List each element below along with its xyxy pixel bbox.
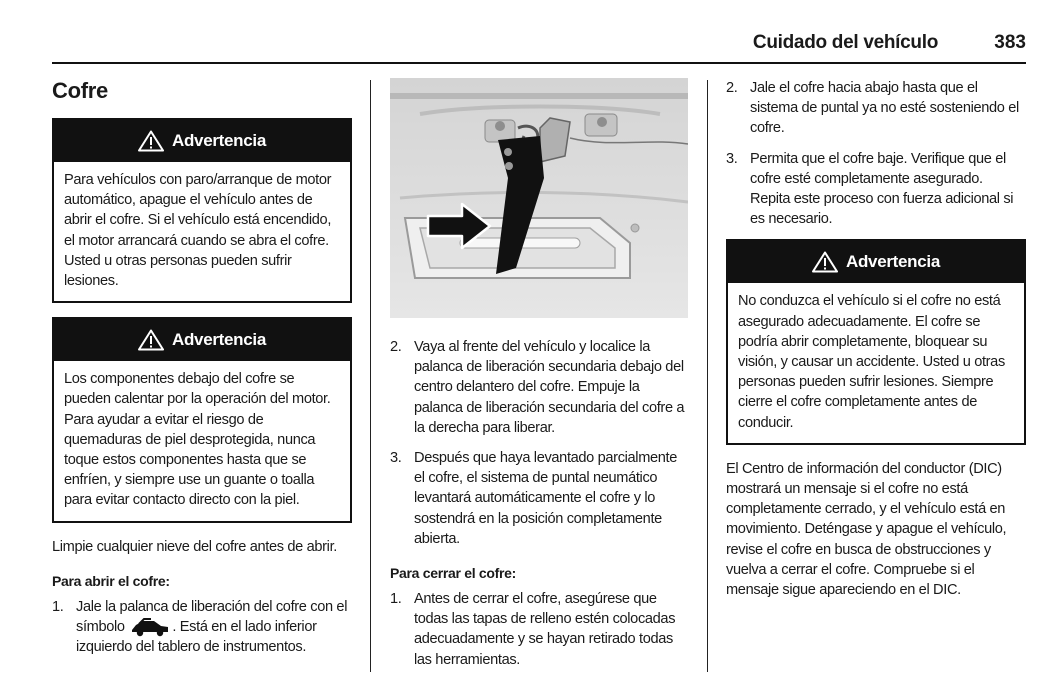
warning-label: Advertencia bbox=[171, 330, 267, 350]
warning-box-hot-components bbox=[52, 317, 352, 522]
step-text: Después que haya levantado parcialmente el cofre, el sistema de puntal neumático levantará automáticamente el cofre y lo sostendrá en la posición completamente abierta. bbox=[414, 450, 678, 547]
warning-box-auto-stop bbox=[52, 118, 352, 303]
hood-release-latch-illustration bbox=[390, 78, 688, 318]
step-text: Permita que el cofre baje. Verifique que el cofre esté completamente asegurado. Repita este proceso con fuerza adicional si es necesario. bbox=[750, 150, 1014, 228]
warning-header bbox=[54, 319, 350, 361]
page-header bbox=[52, 30, 1026, 64]
step-text: Jale el cofre hacia abajo hasta que el sistema de puntal ya no esté sosteniendo el cofre. bbox=[750, 80, 1019, 137]
step-text: Vaya al frente del vehículo y localice la palanca de liberación secundaria debajo del centro delantero del cofre. Empuje la palanca de liberación secundaria del cofre a la derecha para liberar. bbox=[414, 339, 685, 436]
snow-note: Limpie cualquier nieve del cofre antes de abrir. bbox=[52, 538, 337, 555]
column-divider bbox=[707, 80, 708, 672]
open-steps-continued bbox=[390, 337, 688, 549]
warning-text: No conduzca el vehículo si el cofre no está asegurado adecuadamente. El cofre se podría abrir completamente, bloquear su visión, y causar un accidente. Usted u otras personas pueden sufrir lesiones. Siempre cierre el cofre completamente antes de conducir. bbox=[738, 293, 1005, 431]
warning-header bbox=[728, 241, 1024, 283]
close-steps-continued bbox=[726, 78, 1026, 229]
list-item bbox=[390, 337, 688, 438]
warning-triangle-icon bbox=[812, 251, 838, 273]
column-right bbox=[726, 78, 1026, 612]
step-text: . Está en el lado inferior izquierdo del tablero de instrumentos. bbox=[76, 619, 317, 656]
dic-message-text: El Centro de información del conductor (DIC) mostrará un mensaje si el cofre no está completamente cerrado, y el vehículo está en movimiento. Deténgase y apague el vehículo, revise el cofre en busca de obstrucciones y vuelva a cerrar el cofre. Compruebe si el mensaje sigue apareciendo en el DIC. bbox=[726, 460, 1007, 599]
warning-box-hood-secured bbox=[726, 239, 1026, 444]
step-text: Jale la palanca de liberación del cofre con el símbolo bbox=[76, 598, 348, 636]
car-hood-icon bbox=[130, 617, 170, 637]
step-number: 3. bbox=[390, 450, 402, 467]
open-hood-heading: Para abrir el cofre: bbox=[52, 572, 170, 589]
column-divider bbox=[370, 80, 371, 672]
warning-triangle-icon bbox=[138, 130, 164, 152]
step-text: Antes de cerrar el cofre, asegúrese que todas las tapas de relleno estén colocadas adecuadamente y se hayan retirado todas las herramientas. bbox=[414, 591, 676, 668]
close-hood-heading: Para cerrar el cofre: bbox=[390, 565, 517, 582]
list-item bbox=[726, 78, 1026, 139]
warning-text: Para vehículos con paro/arranque de motor automático, apague el vehículo antes de abrir el cofre. Si el vehículo está encendido, el motor arrancará cuando se abra el cofre. Usted u otras personas pueden sufrir lesiones. bbox=[64, 172, 332, 290]
column-middle bbox=[390, 78, 688, 680]
step-number: 2. bbox=[726, 80, 738, 96]
warning-header bbox=[54, 120, 350, 162]
step-number: 3. bbox=[726, 150, 738, 167]
list-item bbox=[52, 597, 352, 658]
step-number: 1. bbox=[390, 591, 402, 608]
step-number: 2. bbox=[390, 339, 402, 355]
warning-triangle-icon bbox=[138, 329, 164, 351]
list-item bbox=[390, 589, 688, 670]
list-item bbox=[390, 448, 688, 549]
section-title: Cuidado del vehículo bbox=[752, 32, 938, 53]
warning-text: Los componentes debajo del cofre se pueden calentar por la operación del motor. Para ayudar a evitar el riesgo de quemaduras de piel desprotegida, nunca toque estos componentes hasta que se enfríen, y siempre use un guante o toalla para evitar contacto directo con la piel. bbox=[64, 371, 331, 509]
step-number: 1. bbox=[52, 598, 64, 615]
close-steps-list bbox=[390, 589, 688, 670]
warning-label: Advertencia bbox=[845, 252, 941, 272]
column-left bbox=[52, 78, 352, 667]
list-item bbox=[726, 149, 1026, 230]
warning-label: Advertencia bbox=[171, 131, 267, 150]
page-title: Cofre bbox=[52, 78, 108, 103]
open-steps-list bbox=[52, 597, 352, 658]
page-number: 383 bbox=[994, 32, 1026, 53]
